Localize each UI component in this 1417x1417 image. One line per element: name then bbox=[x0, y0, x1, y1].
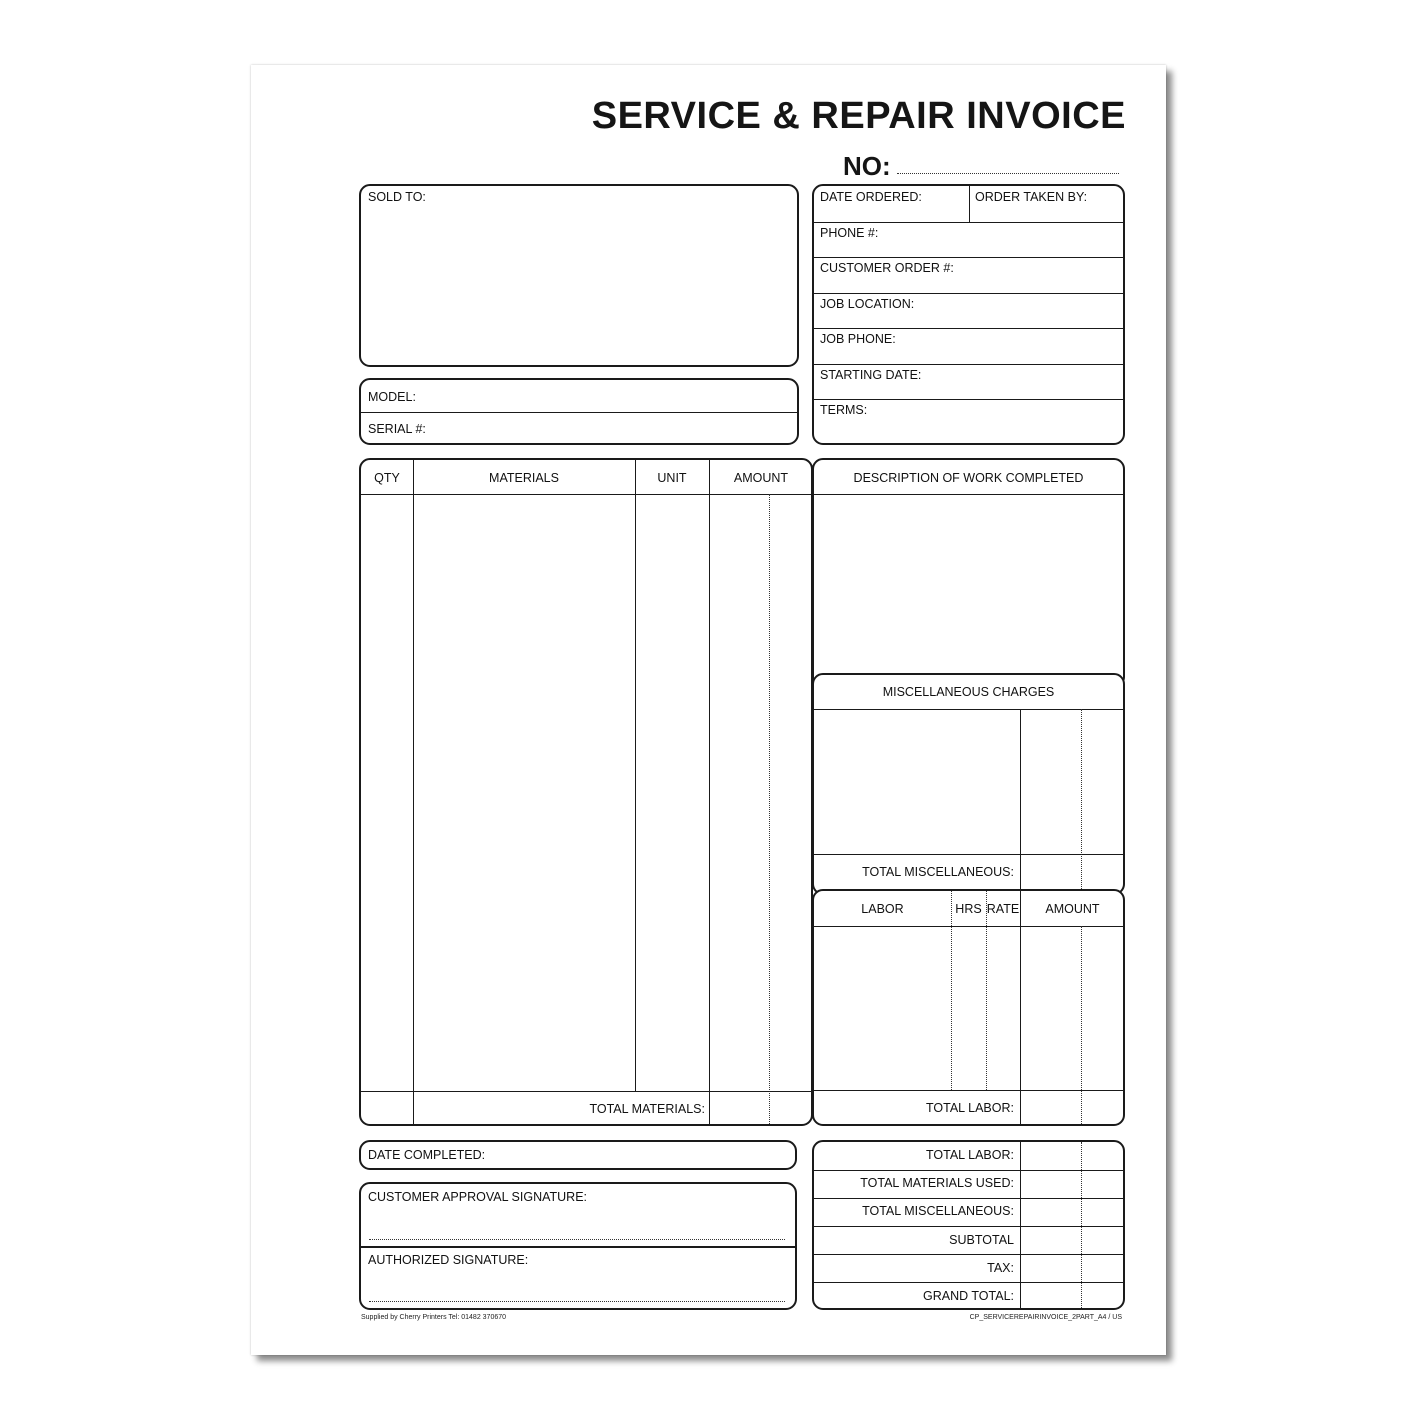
materials-total-line bbox=[361, 1091, 811, 1092]
model-divider bbox=[361, 412, 797, 413]
footer-product-code: CP_SERVICEREPAIRINVOICE_2PART_A4 / US bbox=[969, 1314, 1122, 1321]
date-completed-label: DATE COMPLETED: bbox=[368, 1148, 486, 1162]
rate-header: RATE bbox=[986, 902, 1020, 916]
order-row-line bbox=[814, 293, 1123, 294]
description-header-line bbox=[814, 494, 1123, 495]
invoice-sheet bbox=[251, 65, 1166, 1355]
signature-box bbox=[359, 1182, 797, 1310]
total-misc-label: TOTAL MISCELLANEOUS: bbox=[862, 865, 1014, 879]
invoice-title: SERVICE & REPAIR INVOICE bbox=[591, 95, 1126, 137]
authorized-signature-line[interactable] bbox=[369, 1301, 785, 1302]
job-phone-label: JOB PHONE: bbox=[820, 332, 896, 346]
authorized-signature-label: AUTHORIZED SIGNATURE: bbox=[368, 1253, 529, 1267]
order-info-box bbox=[812, 184, 1125, 445]
footer-supplier: Supplied by Cherry Printers Tel: 01482 370670 bbox=[361, 1314, 507, 1321]
labor-cents-line bbox=[1081, 926, 1082, 1124]
misc-cents-line bbox=[1081, 709, 1082, 893]
model-serial-box bbox=[359, 378, 799, 445]
terms-label: TERMS: bbox=[820, 403, 868, 417]
materials-table bbox=[359, 458, 813, 1126]
totals-row-line bbox=[814, 1226, 1123, 1227]
amount-cents-line bbox=[769, 494, 770, 1124]
summary-total-misc-label: TOTAL MISCELLANEOUS: bbox=[862, 1204, 1014, 1218]
total-materials-label: TOTAL MATERIALS: bbox=[589, 1102, 705, 1116]
unit-header: UNIT bbox=[657, 471, 687, 485]
unit-column-line bbox=[709, 460, 710, 1124]
materials-column-line bbox=[635, 460, 636, 1091]
summary-total-materials-label: TOTAL MATERIALS USED: bbox=[860, 1176, 1014, 1190]
date-ordered-label: DATE ORDERED: bbox=[820, 190, 922, 204]
labor-box bbox=[812, 889, 1125, 1126]
totals-cents-line bbox=[1081, 1142, 1082, 1308]
materials-header-line bbox=[361, 494, 811, 495]
date-completed-box[interactable] bbox=[359, 1140, 797, 1170]
order-row-line bbox=[814, 399, 1123, 400]
signature-divider bbox=[361, 1246, 795, 1248]
misc-total-line bbox=[814, 854, 1123, 855]
customer-signature-label: CUSTOMER APPROVAL SIGNATURE: bbox=[368, 1190, 588, 1204]
totals-amount-line bbox=[1020, 1142, 1021, 1308]
starting-date-label: STARTING DATE: bbox=[820, 368, 922, 382]
subtotal-label: SUBTOTAL bbox=[949, 1233, 1014, 1247]
hrs-column-line bbox=[951, 891, 952, 1090]
sold-to-box[interactable] bbox=[359, 184, 799, 367]
serial-label: SERIAL #: bbox=[368, 422, 426, 436]
tax-label: TAX: bbox=[987, 1261, 1014, 1275]
qty-header: QTY bbox=[374, 471, 400, 485]
order-row-line bbox=[814, 364, 1123, 365]
qty-column-line bbox=[413, 460, 414, 1124]
order-info-divider bbox=[969, 186, 970, 222]
labor-header: LABOR bbox=[861, 902, 904, 916]
order-row-line bbox=[814, 328, 1123, 329]
invoice-number-line[interactable] bbox=[897, 173, 1119, 174]
rate-column-line bbox=[986, 891, 987, 1090]
misc-header-line bbox=[814, 709, 1123, 710]
model-label: MODEL: bbox=[368, 390, 416, 404]
order-taken-by-label: ORDER TAKEN BY: bbox=[975, 190, 1088, 204]
customer-signature-line[interactable] bbox=[369, 1239, 785, 1240]
phone-label: PHONE #: bbox=[820, 226, 879, 240]
total-labor-label: TOTAL LABOR: bbox=[926, 1101, 1014, 1115]
summary-total-labor-label: TOTAL LABOR: bbox=[926, 1148, 1014, 1162]
totals-row-line bbox=[814, 1282, 1123, 1283]
materials-header: MATERIALS bbox=[489, 471, 559, 485]
invoice-number-label: NO: bbox=[843, 151, 891, 181]
order-row-line bbox=[814, 222, 1123, 223]
totals-row-line bbox=[814, 1170, 1123, 1171]
misc-amount-line bbox=[1020, 709, 1021, 893]
totals-row-line bbox=[814, 1254, 1123, 1255]
misc-header: MISCELLANEOUS CHARGES bbox=[882, 685, 1055, 699]
hrs-header: HRS bbox=[955, 902, 982, 916]
description-box[interactable] bbox=[812, 458, 1125, 688]
order-row-line bbox=[814, 257, 1123, 258]
amount-header: AMOUNT bbox=[733, 471, 789, 485]
description-header: DESCRIPTION OF WORK COMPLETED bbox=[853, 471, 1084, 485]
totals-row-line bbox=[814, 1198, 1123, 1199]
labor-total-line bbox=[814, 1090, 1123, 1091]
grand-total-label: GRAND TOTAL: bbox=[923, 1289, 1014, 1303]
job-location-label: JOB LOCATION: bbox=[820, 297, 915, 311]
labor-amount-header: AMOUNT bbox=[1045, 902, 1100, 916]
misc-charges-box bbox=[812, 673, 1125, 895]
labor-header-line bbox=[814, 926, 1123, 927]
sold-to-label: SOLD TO: bbox=[368, 190, 426, 204]
totals-box bbox=[812, 1140, 1125, 1310]
customer-order-label: CUSTOMER ORDER #: bbox=[820, 261, 954, 275]
